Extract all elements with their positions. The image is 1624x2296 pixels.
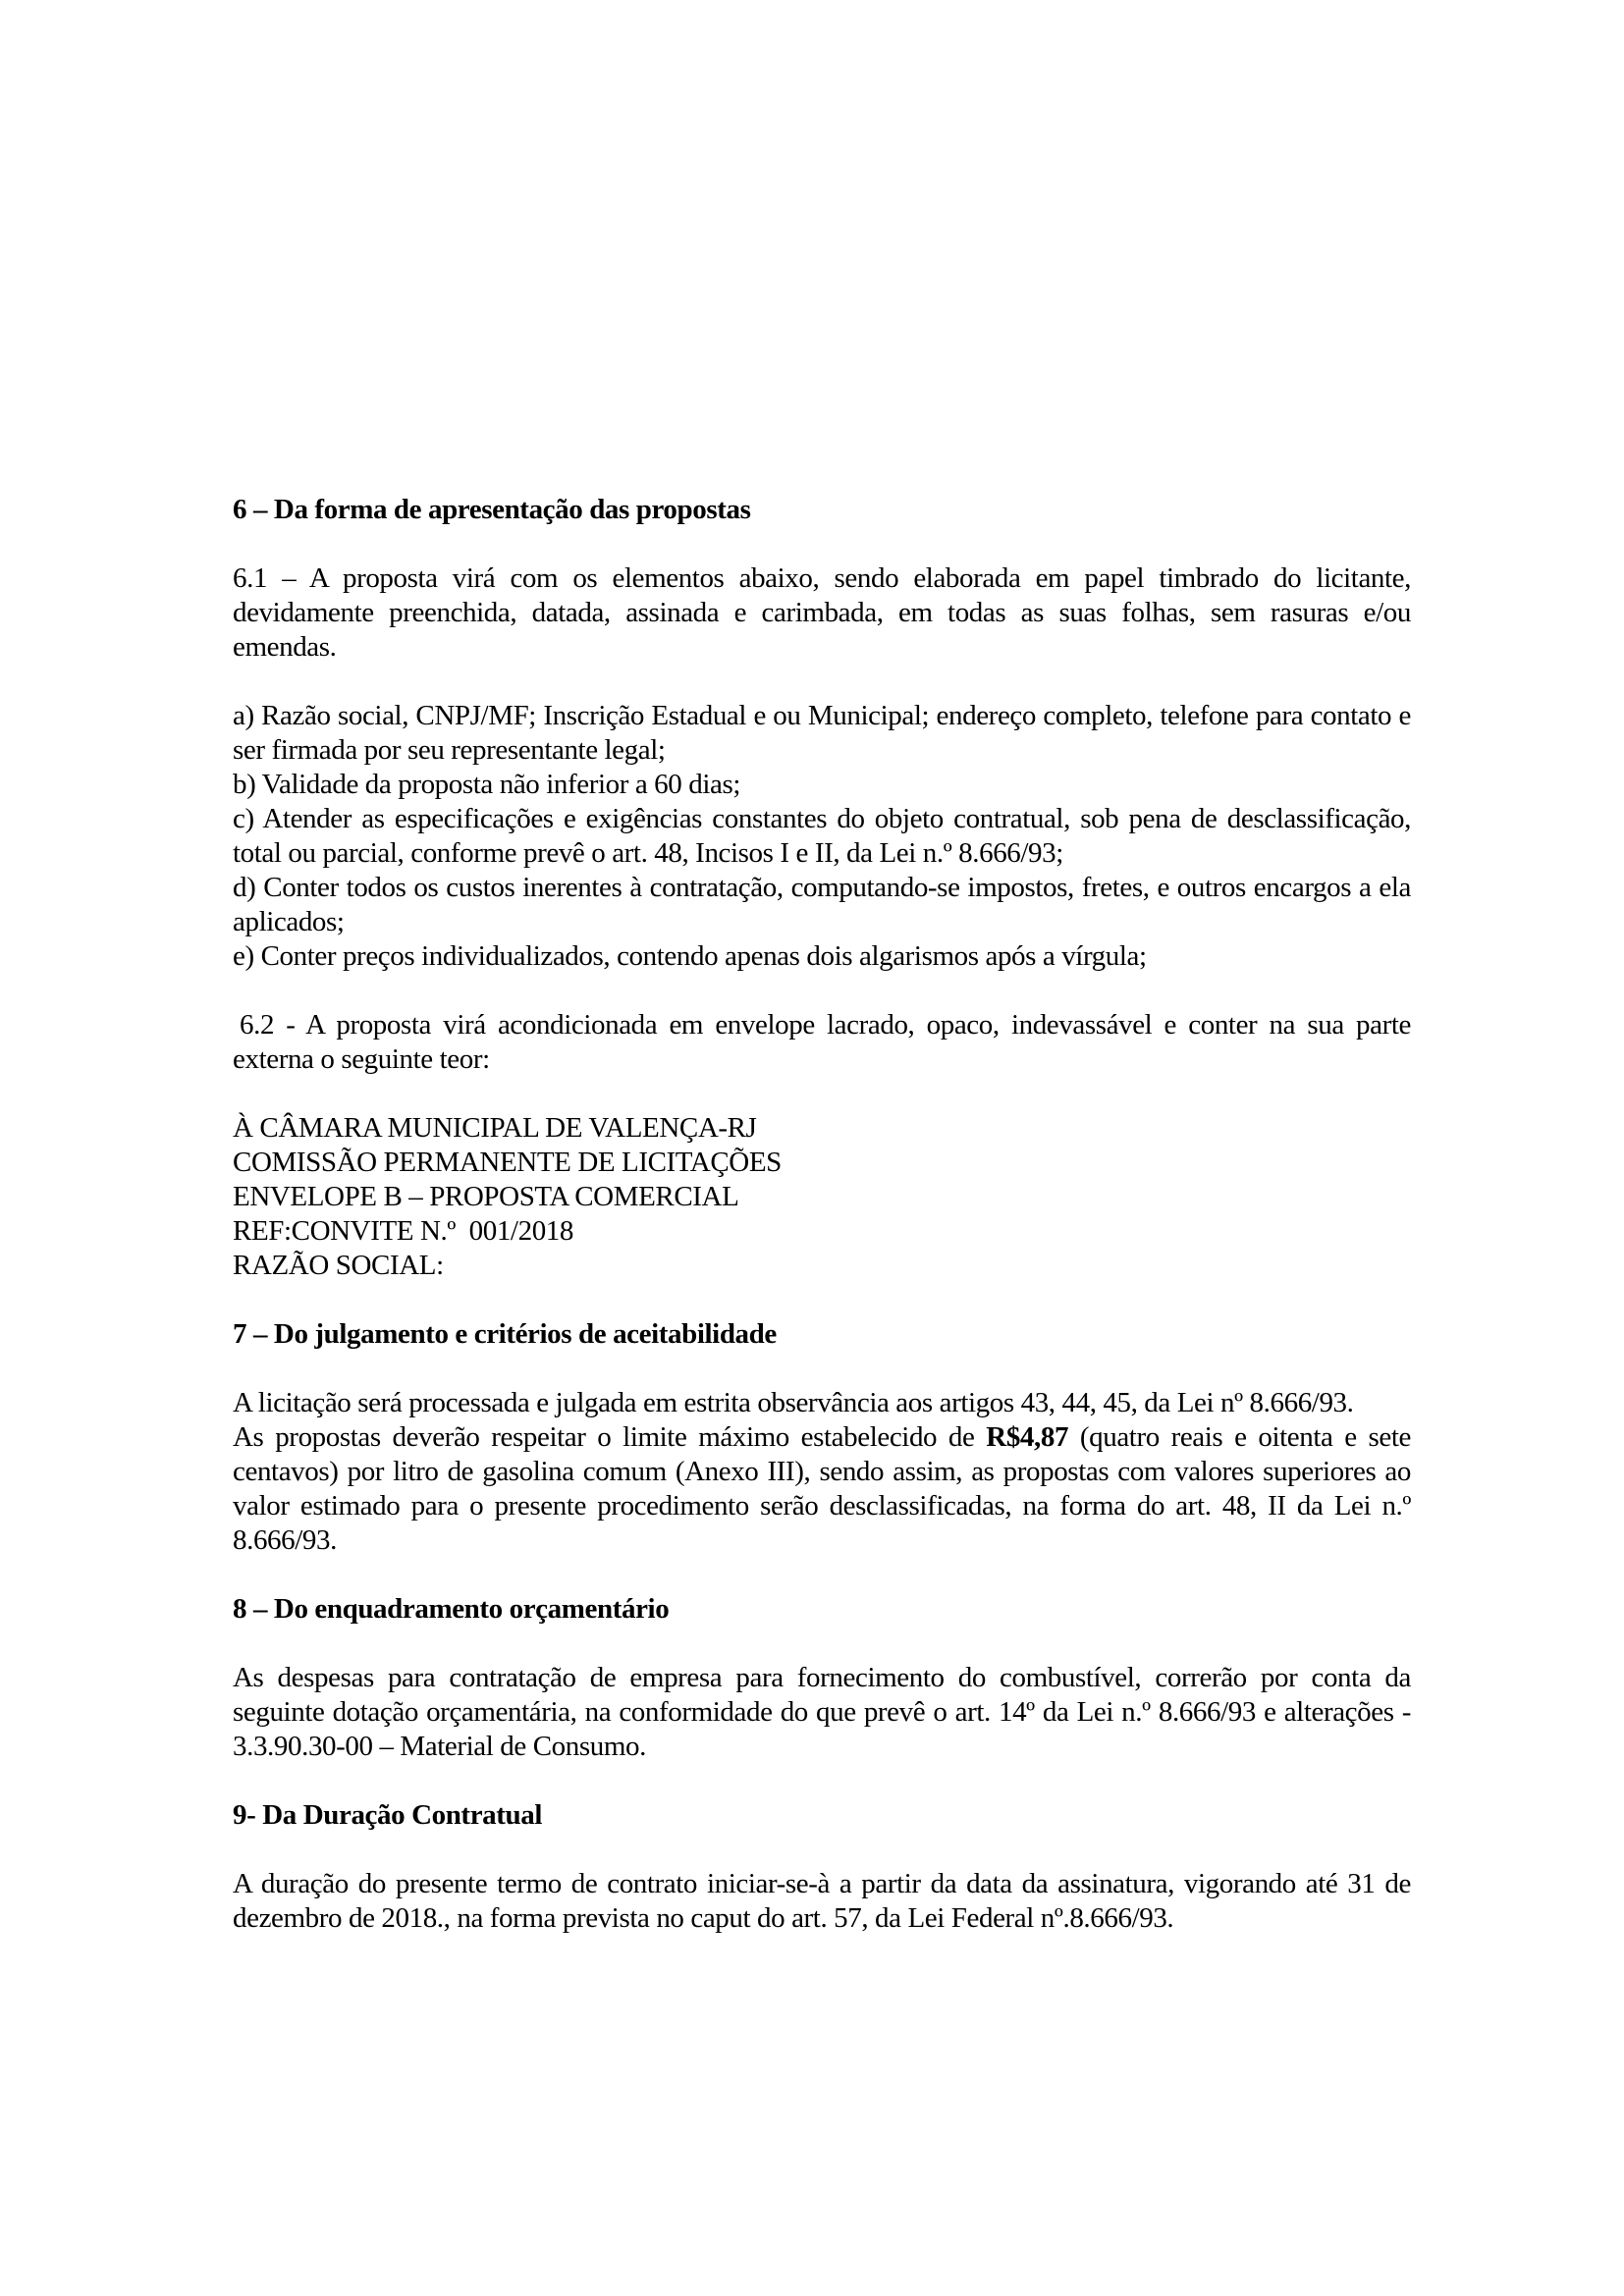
- list-item-a: a) Razão social, CNPJ/MF; Inscrição Estadual e ou Municipal; endereço completo, telefone para contato e ser firmada por seu representante legal;: [233, 700, 1411, 766]
- paragraph-6-2: 6.2 - A proposta virá acondicionada em envelope lacrado, opaco, indevassável e conter na sua parte externa o seguinte teor:: [233, 1009, 1411, 1075]
- paragraph-7-1: A licitação será processada e julgada em estrita observância aos artigos 43, 44, 45, da Lei nº 8.666/93.: [233, 1387, 1354, 1418]
- section-8-heading: 8 – Do enquadramento orçamentário: [233, 1593, 670, 1625]
- paragraph-7-2-text-before: As propostas deverão respeitar o limite máximo estabelecido de: [233, 1421, 987, 1453]
- paragraph-7-2: [233, 1420, 1411, 1558]
- envelope-line-ref: REF:CONVITE N.º 001/2018: [233, 1215, 573, 1247]
- paragraph-7-2-text-after: (quatro reais e oitenta e sete centavos) por litro de gasolina comum (Anexo III), sendo assim, as propostas com valores superiores ao valor estimado para o presente procedimento serão desclassificadas, na forma do art. 48, II da Lei n.º 8.666/93.: [233, 1421, 1411, 1556]
- section-9-heading: 9- Da Duração Contratual: [233, 1799, 543, 1831]
- envelope-line-envelope-b: ENVELOPE B – PROPOSTA COMERCIAL: [233, 1181, 739, 1212]
- list-item-e: e) Conter preços individualizados, contendo apenas dois algarismos após a vírgula;: [233, 940, 1147, 972]
- paragraph-6-1: 6.1 – A proposta virá com os elementos abaixo, sendo elaborada em papel timbrado do licitante, devidamente preenchida, datada, assinada e carimbada, em todas as suas folhas, sem rasuras e/ou emendas.: [233, 562, 1411, 663]
- envelope-line-commission: COMISSÃO PERMANENTE DE LICITAÇÕES: [233, 1147, 782, 1178]
- envelope-line-razao-social: RAZÃO SOCIAL:: [233, 1250, 444, 1281]
- section-6-heading: 6 – Da forma de apresentação das propostas: [233, 494, 751, 525]
- list-item-c: c) Atender as especificações e exigências constantes do objeto contratual, sob pena de desclassificação, total ou parcial, conforme prevê o art. 48, Incisos I e II, da Lei n.º 8.666/93;: [233, 803, 1411, 869]
- document-content: [233, 493, 1411, 1970]
- section-6-item-list: [233, 699, 1411, 974]
- paragraph-9-1: A duração do presente termo de contrato iniciar-se-à a partir da data da assinatura, vigorando até 31 de dezembro de 2018., na forma prevista no caput do art. 57, da Lei Federal nº.8.666/93.: [233, 1868, 1411, 1934]
- section-7-heading: 7 – Do julgamento e critérios de aceitabilidade: [233, 1318, 777, 1350]
- list-item-d: d) Conter todos os custos inerentes à contratação, computando-se impostos, fretes, e outros encargos a ela aplicados;: [233, 872, 1411, 937]
- envelope-line-recipient: À CÂMARA MUNICIPAL DE VALENÇA-RJ: [233, 1112, 757, 1144]
- max-price-value: R$4,87: [986, 1421, 1069, 1453]
- envelope-address-block: [233, 1111, 1411, 1283]
- list-item-b: b) Validade da proposta não inferior a 60 dias;: [233, 769, 741, 800]
- paragraph-8-1: As despesas para contratação de empresa para fornecimento do combustível, correrão por conta da seguinte dotação orçamentária, na conformidade do que prevê o art. 14º da Lei n.º 8.666/93 e alterações - 3.3.90.30-00 – Material de Consumo.: [233, 1662, 1411, 1762]
- section-7-paragraphs: [233, 1386, 1411, 1558]
